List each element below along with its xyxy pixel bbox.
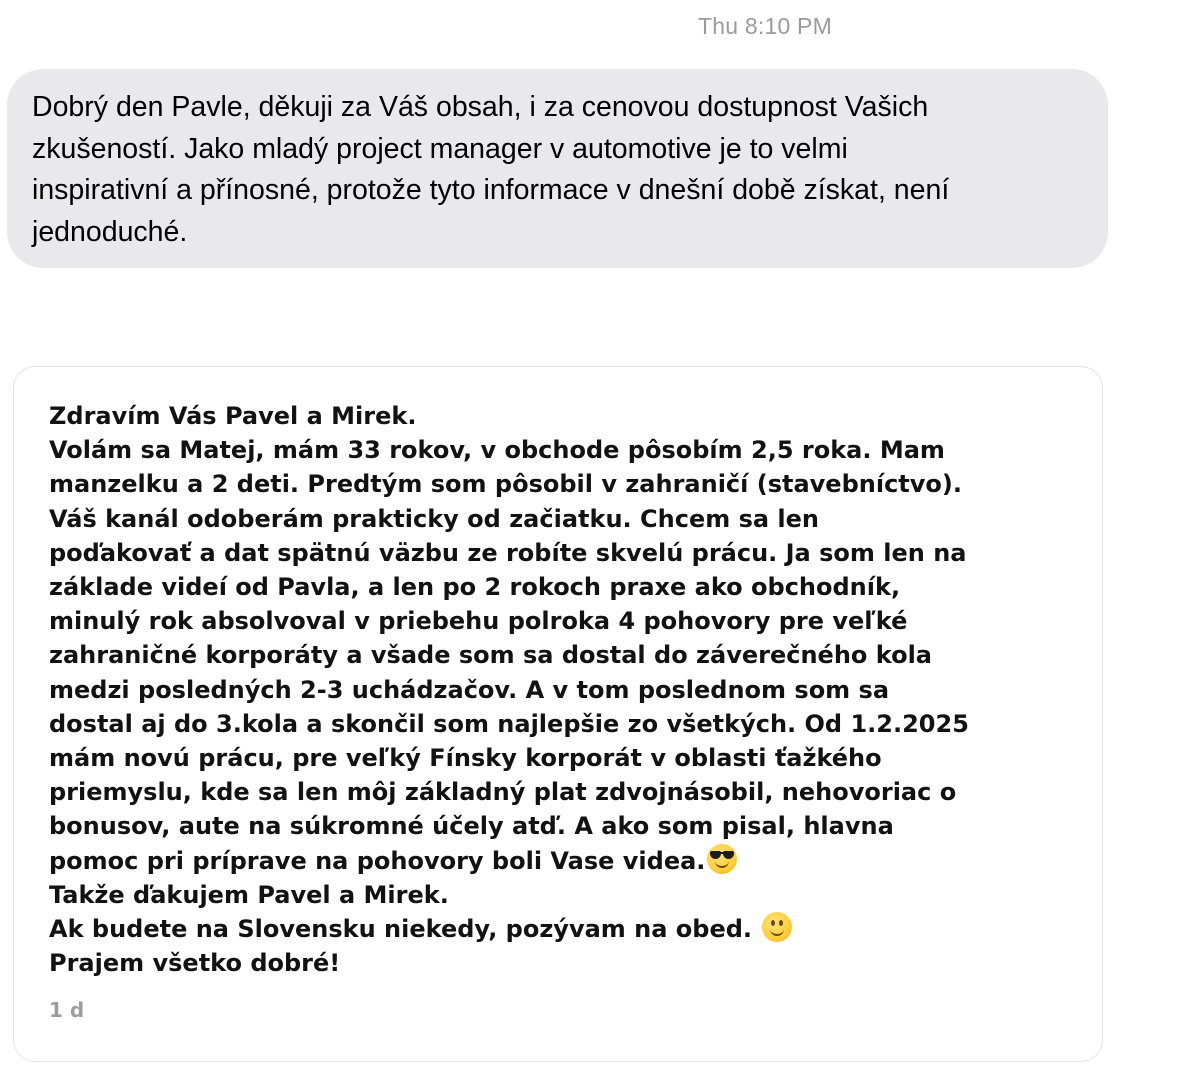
post-age: 1 d	[49, 998, 85, 1022]
post-text-part-1: Zdravím Vás Pavel a Mirek. Volám sa Matej, mám 33 rokov, v obchode pôsobím 2,5 roka. Mam manzelku a 2 deti. Predtým som pôsobil v zahraničí (stavebníctvo). Váš kanál odoberám prakticky od začiatku. Chcem sa len poďakovať a dat spätnú väzbu ze robíte skvelú prácu. Ja som len na základe videí od Pavla, a len po 2 rokoch praxe ako obchodník, minulý rok absolvoval v priebehu polroka 4 pohovory pre veľké zahraničné korporáty a všade som sa dostal do záverečného kola medzi posledných 2-3 uchádzačov. A v tom poslednom som sa dostal aj do 3.kola a skončil som najlepšie zo všetkých. Od 1.2.2025 mám novú prácu, pre veľký Fínsky korporát v oblasti ťažkého priemyslu, kde sa len môj základný plat zdvojnásobil, nehovoriac o bonusov, aute na súkromné účely atď. A ako som pisal, hlavna pomoc pri príprave na pohovory boli Vase videa.	[49, 402, 969, 875]
incoming-message-bubble[interactable]: Dobrý den Pavle, děkuji za Váš obsah, i za cenovou dostupnost Vašich zkušeností. Jako mladý project manager v automotive je to velmi inspirativní a přínosné, protože tyto informace v dnešní době získat, není jednoduché.	[7, 69, 1108, 268]
smiling-face-emoji-icon	[762, 912, 792, 942]
post-text-part-3: Prajem všetko dobré!	[49, 949, 341, 978]
shared-post-text	[49, 399, 1082, 980]
post-text-part-2: Takže ďakujem Pavel a Mirek. Ak budete na Slovensku niekedy, pozývam na obed.	[49, 880, 753, 944]
thread-timestamp: Thu 8:10 PM	[698, 13, 832, 39]
shared-post-card[interactable]	[13, 366, 1103, 1062]
sunglasses-emoji-icon	[707, 844, 737, 874]
